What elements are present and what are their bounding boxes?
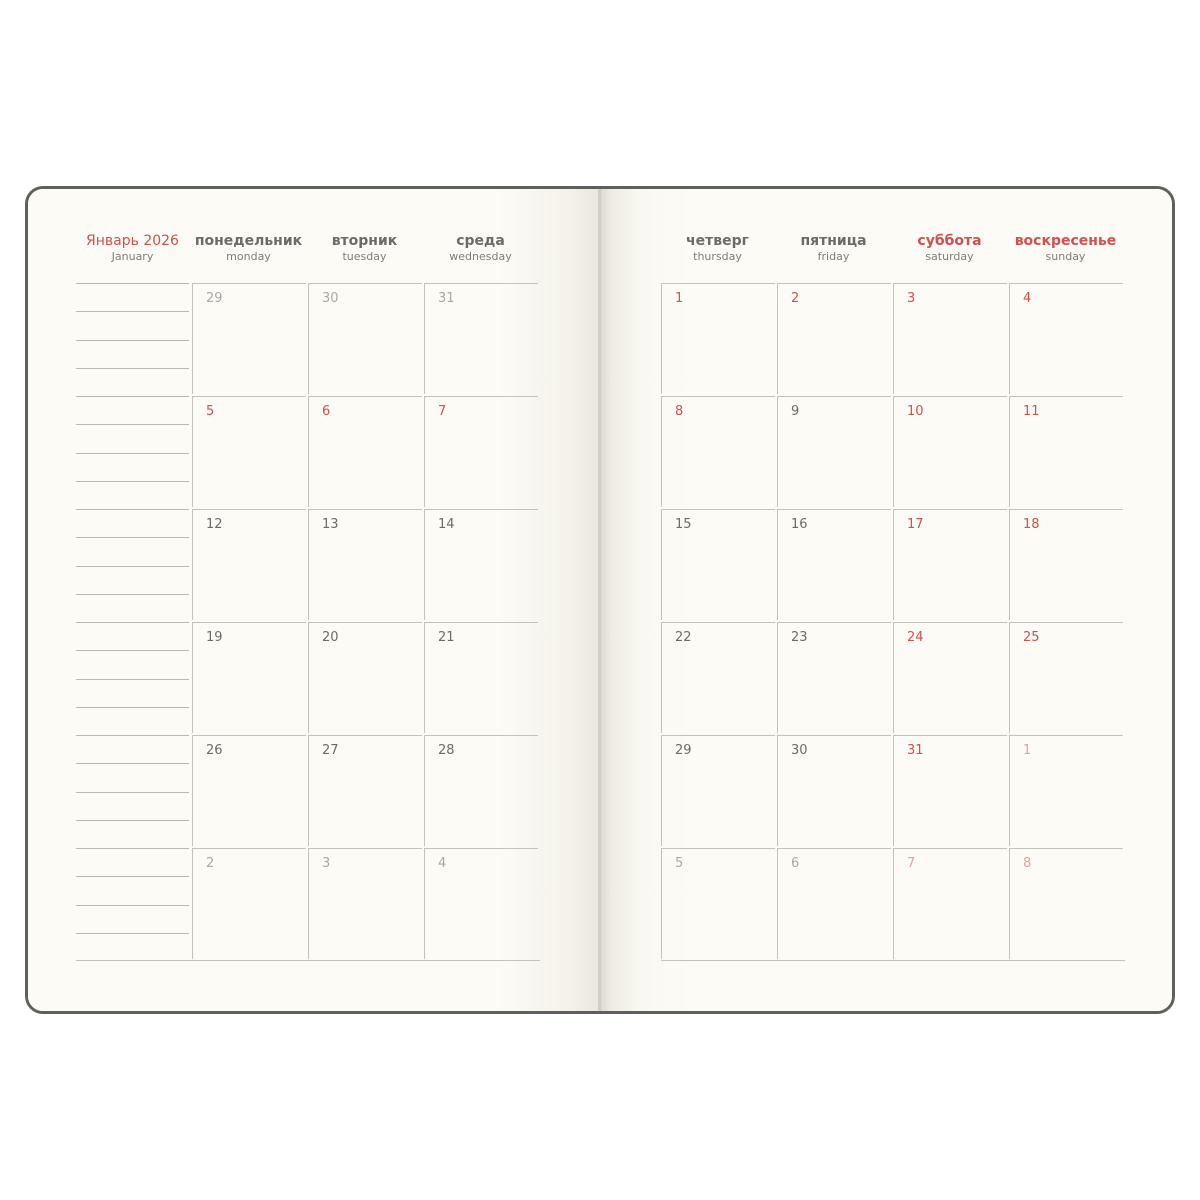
day-cell[interactable] — [661, 735, 775, 846]
day-cell[interactable] — [777, 735, 891, 846]
day-number: 7 — [438, 404, 447, 419]
day-number: 3 — [907, 291, 916, 306]
notes-line — [76, 905, 189, 906]
notes-line — [76, 594, 189, 595]
day-cell[interactable] — [192, 283, 306, 394]
notes-line — [76, 283, 189, 284]
day-number: 2 — [791, 291, 800, 306]
day-cell[interactable] — [777, 622, 891, 733]
month-subtitle: January — [111, 250, 154, 263]
day-cell[interactable] — [424, 396, 538, 507]
day-number: 29 — [206, 291, 223, 306]
notes-line — [76, 622, 189, 623]
weekday-name-en: wednesday — [449, 250, 512, 263]
notes-line — [76, 763, 189, 764]
weekday-name: воскресенье — [1014, 233, 1117, 249]
weekday-header — [1009, 233, 1122, 264]
right-page — [601, 189, 1172, 1011]
day-cell[interactable] — [424, 735, 538, 846]
day-number: 19 — [206, 630, 223, 645]
book-spine — [598, 189, 601, 1011]
day-cell[interactable] — [893, 735, 1007, 846]
day-cell[interactable] — [1009, 283, 1123, 394]
day-cell[interactable] — [661, 848, 775, 959]
day-cell[interactable] — [661, 283, 775, 394]
day-cell[interactable] — [308, 622, 422, 733]
notes-line — [76, 481, 189, 482]
notes-line — [76, 792, 189, 793]
day-number: 23 — [791, 630, 808, 645]
notes-line — [76, 876, 189, 877]
day-cell[interactable] — [893, 509, 1007, 620]
day-cell[interactable] — [192, 622, 306, 733]
weekday-name-en: friday — [817, 250, 850, 263]
day-number: 6 — [322, 404, 331, 419]
weekday-header — [661, 233, 774, 264]
notes-line — [76, 679, 189, 680]
day-cell[interactable] — [308, 848, 422, 959]
day-cell[interactable] — [893, 848, 1007, 959]
grid-bottom-line — [661, 960, 1125, 961]
day-number: 8 — [1023, 856, 1032, 871]
weekday-header — [893, 233, 1006, 264]
weekday-name: вторник — [331, 233, 398, 249]
day-number: 27 — [322, 743, 339, 758]
weekday-name: суббота — [917, 233, 982, 249]
day-cell[interactable] — [777, 848, 891, 959]
day-number: 26 — [206, 743, 223, 758]
day-cell[interactable] — [1009, 396, 1123, 507]
day-number: 7 — [907, 856, 916, 871]
notes-line — [76, 368, 189, 369]
day-number: 6 — [791, 856, 800, 871]
day-number: 16 — [791, 517, 808, 532]
day-number: 10 — [907, 404, 924, 419]
day-cell[interactable] — [777, 283, 891, 394]
day-number: 22 — [675, 630, 692, 645]
day-number: 5 — [206, 404, 215, 419]
day-number: 4 — [438, 856, 447, 871]
day-cell[interactable] — [893, 396, 1007, 507]
weekday-header — [192, 233, 305, 264]
weekday-name-en: sunday — [1045, 250, 1086, 263]
day-cell[interactable] — [192, 396, 306, 507]
day-cell[interactable] — [424, 509, 538, 620]
day-number: 1 — [675, 291, 684, 306]
notes-line — [76, 396, 189, 397]
day-number: 30 — [791, 743, 808, 758]
weekday-name: пятница — [800, 233, 867, 249]
day-number: 21 — [438, 630, 455, 645]
day-number: 12 — [206, 517, 223, 532]
day-cell[interactable] — [1009, 509, 1123, 620]
grid-bottom-line — [76, 960, 540, 961]
day-cell[interactable] — [661, 622, 775, 733]
day-number: 28 — [438, 743, 455, 758]
day-number: 13 — [322, 517, 339, 532]
notes-line — [76, 537, 189, 538]
weekday-name-en: thursday — [693, 250, 742, 263]
day-number: 11 — [1023, 404, 1040, 419]
day-cell[interactable] — [893, 283, 1007, 394]
day-number: 24 — [907, 630, 924, 645]
notes-line — [76, 707, 189, 708]
day-cell[interactable] — [308, 396, 422, 507]
weekday-header — [777, 233, 890, 264]
month-header — [76, 233, 189, 264]
day-cell[interactable] — [308, 735, 422, 846]
day-cell[interactable] — [308, 283, 422, 394]
day-number: 31 — [907, 743, 924, 758]
weekday-name: четверг — [686, 233, 749, 249]
notes-line — [76, 735, 189, 736]
weekday-name: среда — [456, 233, 505, 249]
day-number: 5 — [675, 856, 684, 871]
notes-line — [76, 424, 189, 425]
day-number: 2 — [206, 856, 215, 871]
weekday-name: понедельник — [194, 233, 303, 249]
day-cell[interactable] — [192, 735, 306, 846]
left-page — [28, 189, 601, 1011]
day-cell[interactable] — [424, 283, 538, 394]
day-cell[interactable] — [424, 848, 538, 959]
day-cell[interactable] — [661, 509, 775, 620]
notes-line — [76, 650, 189, 651]
day-number: 25 — [1023, 630, 1040, 645]
day-number: 18 — [1023, 517, 1040, 532]
day-cell[interactable] — [777, 396, 891, 507]
day-number: 4 — [1023, 291, 1032, 306]
weekday-name-en: tuesday — [342, 250, 387, 263]
day-number: 9 — [791, 404, 800, 419]
day-cell[interactable] — [308, 509, 422, 620]
day-number: 14 — [438, 517, 455, 532]
notes-line — [76, 453, 189, 454]
notes-line — [76, 311, 189, 312]
month-title: Январь 2026 — [86, 233, 179, 249]
day-cell[interactable] — [192, 509, 306, 620]
notes-line — [76, 340, 189, 341]
notes-line — [76, 933, 189, 934]
day-number: 20 — [322, 630, 339, 645]
day-cell[interactable] — [1009, 735, 1123, 846]
weekday-name-en: monday — [226, 250, 271, 263]
day-number: 17 — [907, 517, 924, 532]
day-cell[interactable] — [893, 622, 1007, 733]
day-number: 29 — [675, 743, 692, 758]
day-cell[interactable] — [661, 396, 775, 507]
day-cell[interactable] — [1009, 848, 1123, 959]
day-number: 15 — [675, 517, 692, 532]
day-number: 8 — [675, 404, 684, 419]
day-number: 31 — [438, 291, 455, 306]
notes-line — [76, 848, 189, 849]
day-cell[interactable] — [192, 848, 306, 959]
day-cell[interactable] — [1009, 622, 1123, 733]
notes-line — [76, 509, 189, 510]
day-cell[interactable] — [424, 622, 538, 733]
day-cell[interactable] — [777, 509, 891, 620]
notes-line — [76, 566, 189, 567]
planner-spread — [25, 186, 1175, 1014]
day-number: 1 — [1023, 743, 1032, 758]
day-number: 3 — [322, 856, 331, 871]
day-number: 30 — [322, 291, 339, 306]
weekday-name-en: saturday — [925, 250, 974, 263]
weekday-header — [424, 233, 537, 264]
weekday-header — [308, 233, 421, 264]
notes-line — [76, 820, 189, 821]
